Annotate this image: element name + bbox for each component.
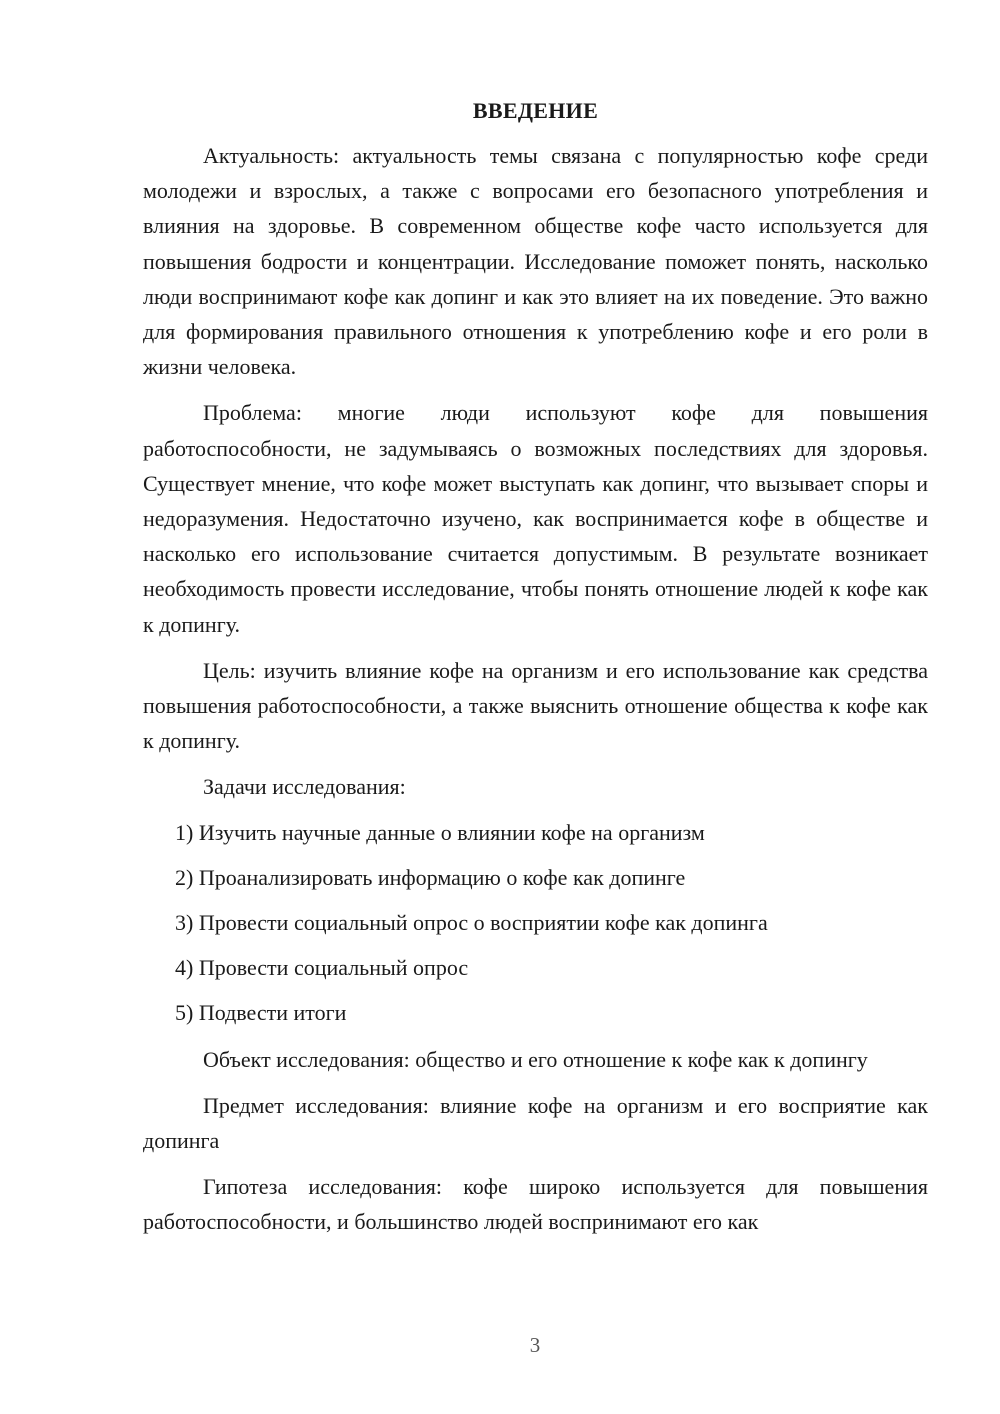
task-item-4: 4) Провести социальный опрос: [175, 955, 469, 981]
task-item-5: 5) Подвести итоги: [175, 1000, 347, 1026]
page-content: [143, 93, 928, 1240]
page-title: ВВЕДЕНИЕ: [472, 98, 599, 123]
paragraph-goal: Цель: изучить влияние кофе на организм и его использование как средства повышения работоспособности, а также выяснить отношение общества к кофе как к допингу.: [143, 657, 928, 754]
paragraph-tasks-heading: Задачи исследования:: [203, 774, 406, 800]
paragraph-relevance: Актуальность: актуальность темы связана с популярностью кофе среди молодежи и взрослых, а также с вопросами его безопасного употребления и влияния на здоровье. В современном обществе кофе часто используется для повышения бодрости и концентрации. Исследование поможет понять, насколько люди воспринимают кофе как допинг и как это влияет на их поведение. Это важно для формирования правильного отношения к употреблению кофе и его роли в жизни человека.: [143, 143, 928, 380]
task-item-2: 2) Проанализировать информацию о кофе как допинге: [175, 864, 686, 890]
task-item-3: 3) Провести социальный опрос о восприятии кофе как допинга: [175, 910, 768, 936]
paragraph-problem: Проблема: многие люди используют кофе для повышения работоспособности, не задумываясь о возможных последствиях для здоровья. Существует мнение, что кофе может выступать как допинг, что вызывает споры и недоразумения. Недостаточно изучено, как воспринимается кофе в обществе и насколько его использование считается допустимым. В результате возникает необходимость провести исследование, чтобы понять отношение людей к кофе как к допингу.: [143, 400, 928, 637]
paragraph-hypothesis: Гипотеза исследования: кофе широко используется для повышения работоспособности, и большинство людей воспринимают его как: [143, 1174, 928, 1235]
paragraph-subject: Предмет исследования: влияние кофе на организм и его восприятие как допинга: [143, 1092, 928, 1154]
task-item-1: 1) Изучить научные данные о влиянии кофе на организм: [175, 819, 705, 845]
paragraph-object: Объект исследования: общество и его отношение к кофе как к допингу: [203, 1046, 868, 1072]
page-number: 3: [529, 1333, 541, 1357]
